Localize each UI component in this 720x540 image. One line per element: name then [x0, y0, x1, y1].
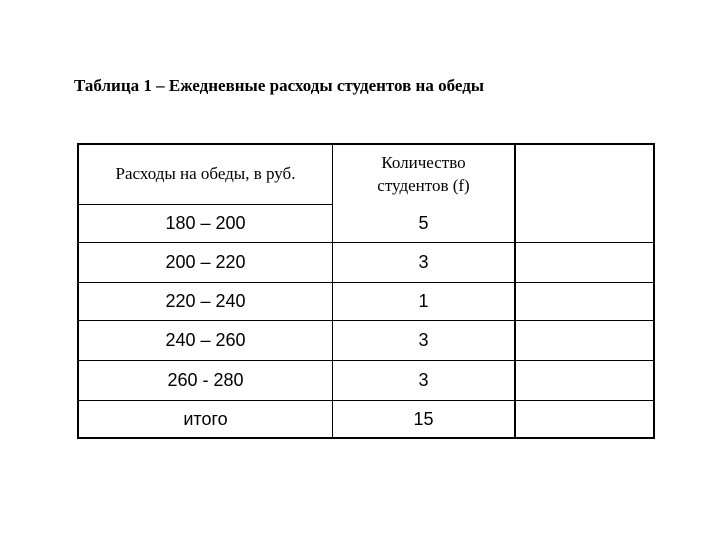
range-value: 200 – 220 [165, 252, 246, 272]
range-value: 220 – 240 [165, 291, 246, 311]
count-value: 3 [418, 370, 429, 390]
header-student-count [333, 145, 514, 204]
total-value: 15 [413, 408, 434, 429]
table-row-count [333, 321, 514, 360]
table-row-range [79, 283, 332, 320]
count-value: 3 [418, 330, 429, 350]
table-row-total-count [333, 401, 514, 437]
count-value: 1 [418, 291, 429, 311]
table-row-total-label [79, 401, 332, 437]
header-count-line1: Количество [381, 152, 466, 172]
header-count-line2: студентов (f) [377, 175, 470, 195]
total-label: итого [183, 408, 228, 429]
table-row-range [79, 321, 332, 360]
range-value: 240 – 260 [165, 330, 246, 350]
table-row-range [79, 361, 332, 400]
table-row-range [79, 243, 332, 282]
table-row-range [79, 204, 332, 242]
count-value: 5 [418, 212, 429, 233]
table-row-count [333, 243, 514, 282]
range-value: 260 - 280 [167, 370, 244, 390]
count-value: 3 [418, 252, 429, 272]
table-row-count [333, 361, 514, 400]
table-caption: Таблица 1 – Ежедневные расходы студентов на обеды [74, 76, 485, 95]
table-row-count [333, 204, 514, 242]
expenses-table [77, 143, 655, 439]
header-empty-column [516, 145, 653, 204]
range-value: 180 – 200 [165, 212, 246, 233]
table-row-count [333, 283, 514, 320]
header-expenses-label: Расходы на обеды, в руб. [115, 164, 296, 184]
header-expenses [79, 145, 332, 204]
